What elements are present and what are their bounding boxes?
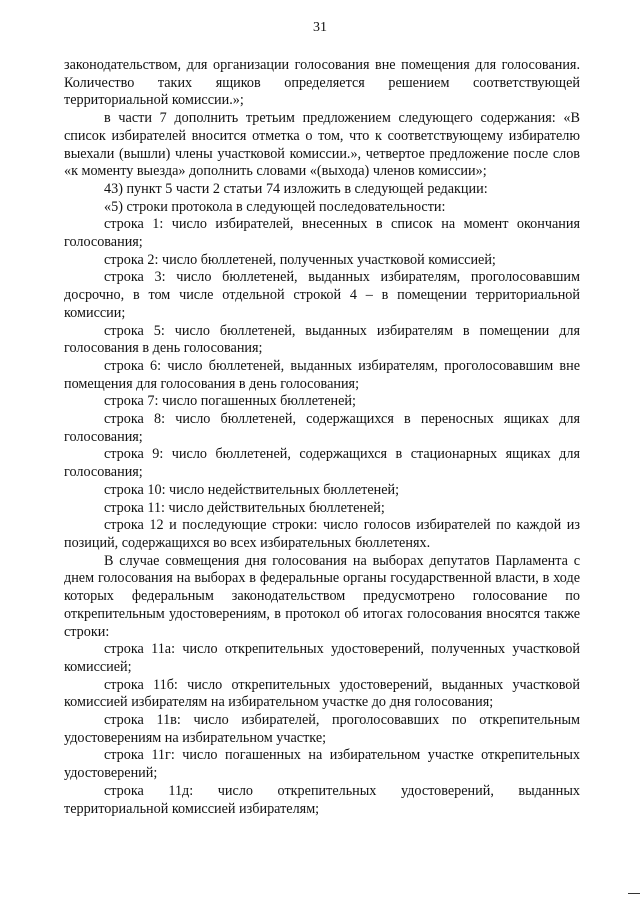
protocol-line-10: строка 10: число недействительных бюллетеней; <box>104 481 400 498</box>
protocol-line-2: строка 2: число бюллетеней, полученных участковой комиссией; <box>104 251 496 268</box>
scan-edge-mark <box>628 893 640 894</box>
protocol-line-12: строка 12 и последующие строки: число голосов избирателей по каждой из позиций, содержащихся во всех избирательных бюллетенях. <box>64 517 580 551</box>
page-number: 31 <box>313 20 327 35</box>
paragraph-item-43: 43) пункт 5 части 2 статьи 74 изложить в следующей редакции: <box>104 180 488 197</box>
protocol-line-11v: строка 11в: число избирателей, проголосовавших по открепительным удостоверениям на избирательном участке; <box>64 712 580 746</box>
protocol-line-11d: строка 11д: число открепительных удостоверений, выданных территориальной комиссией избирателям; <box>64 782 580 817</box>
protocol-line-9: строка 9: число бюллетеней, содержащихся в стационарных ящиках для голосования; <box>64 446 580 481</box>
protocol-line-11a: строка 11а: число открепительных удостоверений, полученных участковой комиссией; <box>64 641 580 675</box>
protocol-line-11: строка 11: число действительных бюллетеней; <box>104 499 385 516</box>
document-body <box>64 57 580 818</box>
paragraph-continuation: законодательством, для организации голосования вне помещения для голосования. Количество таких ящиков определяется решением соответствующей территориальной комиссии.»; <box>64 57 580 109</box>
protocol-line-11g: строка 11г: число погашенных на избирательном участке открепительных удостоверений; <box>64 747 580 782</box>
paragraph-combined-elections: В случае совмещения дня голосования на выборах депутатов Парламента с днем голосования на выборах в федеральные органы государственной власти, в ходе которых федеральным законодательством предусмотрено голосование по открепительным удостоверениям, в протокол об итогах голосования вносятся также строки: <box>64 552 580 640</box>
protocol-line-6: строка 6: число бюллетеней, выданных избирателям, проголосовавшим вне помещения для голосования в день голосования; <box>64 357 580 392</box>
paragraph-protocol-lines-intro: «5) строки протокола в следующей последовательности: <box>104 198 446 215</box>
protocol-line-5: строка 5: число бюллетеней, выданных избирателям в помещении для голосования в день голосования; <box>64 322 580 357</box>
protocol-line-1: строка 1: число избирателей, внесенных в список на момент окончания голосования; <box>64 216 580 251</box>
paragraph-part-7-amendment: в части 7 дополнить третьим предложением следующего содержания: «В список избирателей вносится отметка о том, что к соответствующему избирателю выехали (вышли) члены участковой комиссии.», четвертое предложение после слов «к моменту выезда» дополнить словами «(выхода) членов комиссии»; <box>64 110 580 180</box>
protocol-line-3: строка 3: число бюллетеней, выданных избирателям, проголосовавшим досрочно, в том числе отдельной строкой 4 – в помещении территориальной комиссии; <box>64 269 580 321</box>
protocol-line-8: строка 8: число бюллетеней, содержащихся в переносных ящиках для голосования; <box>64 411 580 445</box>
protocol-line-7: строка 7: число погашенных бюллетеней; <box>104 393 356 410</box>
protocol-line-11b: строка 11б: число открепительных удостоверений, выданных участковой комиссией избирателям на избирательном участке до дня голосования; <box>64 676 580 711</box>
